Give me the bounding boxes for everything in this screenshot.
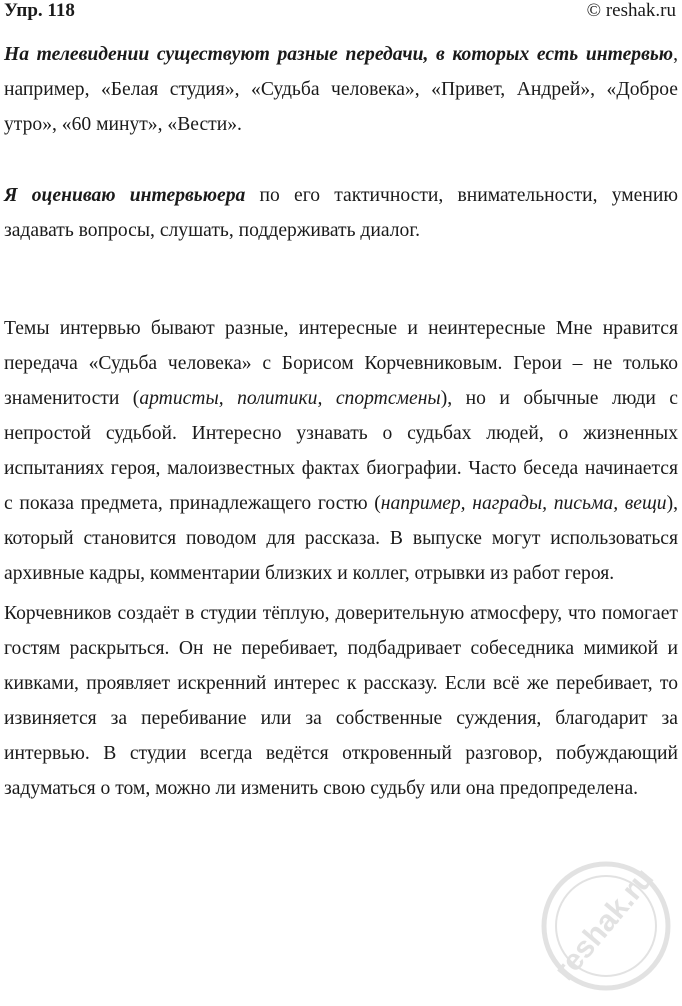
paragraph-3-italic-1: артисты, политики, спортсмены [139, 388, 441, 409]
paragraph-3-text-3: ), который становится поводом для рассказа. В выпуске могут использоваться архивные кадры, комментарии близких и коллег, отрывки из работ героя. [4, 493, 678, 584]
paragraph-3-text-1: Темы интервью бывают разные, интересные и неинтересные Мне нравится передача «Судьба человека» с Борисом Корчевниковым. Герои – не только знаменитости ( [4, 318, 678, 409]
paragraph-4-text: Корчевников создаёт в студии тёплую, доверительную атмосферу, что помогает гостям раскрыться. Он не перебивает, подбадривает собеседника мимикой и кивками, проявляет искренний интерес к рассказу. Если всё же перебивает, то извиняется за перебивание или за собственные суждения, благодарит за интервью. В студии всегда ведётся откровенный разговор, побуждающий задуматься о том, можно ли изменить свою судьбу или она предопределена. [4, 603, 678, 799]
paragraph-1-rest: , например, «Белая студия», «Судьба человека», «Привет, Андрей», «Доброе утро», «60 минут», «Вести». [4, 44, 678, 135]
watermark-text: reshak.ru [548, 862, 661, 987]
exercise-text [4, 37, 678, 806]
paragraph-2-lead: Я оцениваю интервьюера [4, 185, 246, 206]
reshak-watermark-logo [532, 808, 680, 998]
exercise-number: Упр. 118 [4, 0, 75, 21]
paragraph-1 [4, 37, 678, 142]
paragraph-3-text-2: ), но и обычные люди с непростой судьбой. Интересно узнавать о судьбах людей, о жизненных испытаниях героя, малоизвестных фактах биографии. Часто беседа начинается с показа предмета, принадлежащего гостю ( [4, 388, 678, 514]
page-header [0, 0, 682, 30]
site-copyright: © reshak.ru [586, 0, 676, 21]
paragraph-1-lead: На телевидении существуют разные передачи, в которых есть интервью [4, 44, 674, 65]
paragraph-2 [4, 178, 678, 248]
paragraph-4 [4, 596, 678, 806]
paragraph-3 [4, 311, 678, 591]
paragraph-3-italic-2: например, награды, письма, вещи [380, 493, 667, 514]
paragraph-2-rest: по его тактичности, внимательности, умению задавать вопросы, слушать, поддерживать диалог. [4, 185, 678, 241]
